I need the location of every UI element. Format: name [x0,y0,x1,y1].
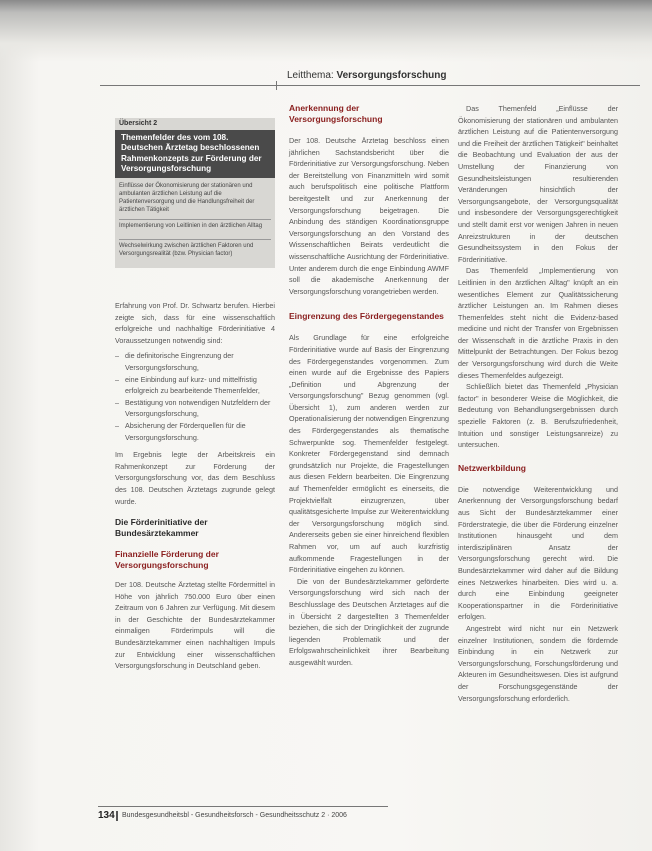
page-number: 134 [98,810,115,821]
subsection-heading: Netzwerkbildung [458,462,527,473]
footer-rule [98,806,388,807]
column-2 [289,103,449,669]
col3-para: Die notwendige Weiterentwicklung und Anerkennung der Versorgungsforschung bedarf aus Sicht der Bundesärztekammer einer Förderstrategie, die über die Förderung einzelner Institutionen hinausgeht und dem interdisziplinären Ansatz der Versorgungsforschung gerecht wird. Die Bundesärztekammer wird daher auf die Bildung eines Netzwerkes hinarbeiten. Dies wird u. a. durch eine Einbindung geeigneter Kooperationspartner in die Förderinitiative erfolgen. [458,484,618,622]
overview-box [115,118,275,268]
col1-para: Der 108. Deutsche Ärztetag stellte Fördermittel in Höhe von jährlich 750.000 Euro über einen Zeitraum von 6 Jahren zur Verfügung. Mit diesem in der Geschichte der Bundesärztekammer einmaligen Förderimpuls will die Bundesärztekammer einen nachhaltigen Impuls zur Entwicklung einer wissenschaftlichen Versorgungsforschung in Deutschland geben. [115,580,275,671]
page-footer [98,810,640,824]
box-divider [119,219,271,220]
scan-shadow [0,0,652,62]
header-topic: Versorgungsforschung [336,70,447,81]
col1-intro: Erfahrung von Prof. Dr. Schwartz berufen. Hierbei zeigte sich, dass für eine wissenschaftlich erfolgreiche und nachhaltige Förderinitiative 4 Voraussetzungen notwendig sind: [115,301,275,345]
bullet-item: – Absicherung der Förderquellen für die Versorgungsforschung. [115,420,275,443]
box-label: Übersicht 2 [119,120,158,127]
col2-para: Der 108. Deutsche Ärztetag beschloss einen jährlichen Sachstandsbericht über die Förderinitiative zur Versorgungsforschung. Neben der Bereitstellung von Finanzmitteln wird somit auch berufspolitisch eine politische Plattform bereitgestellt und zur Anerkennung der Versorgungsforschung beigetragen. Die Anbindung des ständigen Koordinationsgruppe Versorgungsforschung an den Vorstand des Wissenschaftlichen Beirats verdeutlicht die wissenschaftliche Ausrichtung der Förderinitiative. Unter anderem durch die enge Einbindung AWMF soll die akademische Anerkennung der Versorgungsforschung vorangetrieben werden. [289,136,449,296]
col1-bullet-list [115,350,275,443]
bullet-item: – Bestätigung von notwendigen Nutzfeldern der Versorgungsforschung, [115,397,275,420]
header-rule [100,85,640,86]
bullet-item: – eine Einbindung auf kurz- und mittelfristig erfolgreich zu bearbeitende Themenfelder, [115,374,275,397]
box-divider [119,239,271,240]
subsection-heading: Finanzielle Förderung der Versorgungsforschung [115,549,219,571]
bullet-item: – die definitorische Eingrenzung der Versorgungsforschung, [115,350,275,373]
box-item-3: Wechselwirkung zwischen ärztlichen Faktoren und Versorgungsrealität (bzw. Physician factor) [119,243,254,258]
box-item-1: Einflüsse der Ökonomisierung der stationären und ambulanten ärztlichen Leistung auf die Patientenversorgung und die Handlungsfreiheit der ärztlichen Tätigkeit [119,183,255,214]
col2-para: Als Grundlage für eine erfolgreiche Förderinitiative wurde auf Basis der Eingrenzung des Fördergegenstandes vorgenommen. Zum einen wurde auf die Ergebnisse des Papiers „Definition und Abgrenzung der Versorgungsforschung" Bezug genommen (vgl. Übersicht 1), zum anderen werden zur Operationalisierung der notwendigen Eingrenzung des Fördergegenstandes als thematische Schwerpunkte sog. Themenfelder festgelegt. Konkreter Fördergegenstand sind demnach grundsätzlich nur Projekte, die Fragestellungen aus diesen Feldern bearbeiten. Die Eingrenzung auf Themenfelder ermöglicht es einerseits, die Projektvielfalt einzugrenzen, über qualitätsgesicherte Impulse zur Weiterentwicklung der Versorgungsforschung möglich sind. Andererseits geben sie einer hinreichend flexiblen Rahmen vor, um auf auch kurzfristig aufkommende Fragestellungen in der Förderinitiative eingehen zu können. [289,333,449,575]
col3-para: Das Themenfeld „Implementierung von Leitlinien in den ärztlichen Alltag" knüpft an ein wesentliches Element zur Qualitätssicherung ärztlicher Leistungen an. Im Rahmen dieses Themenfeldes steht nicht die Evidenz-based medicine und nicht der Transfer von Ergebnissen der Wissenschaft in die ärztliche Praxis in den Mittelpunkt der Betrachtungen. Der Fokus bezog der Versorgungsforschung wird durch die Weite dieses Themenfeldes aufgezeigt. [458,266,618,380]
col2-para: Die von der Bundesärztekammer geförderte Versorgungsforschung wird sich nach der Beschlusslage des Deutschen Ärztetages auf die in Übersicht 2 dargestellten 3 Themenfelder beziehen, die sich der Dringlichkeit der zugrunde liegenden Problematik und der Erfolgswahrscheinlichkeit ihrer Bearbeitung ausgewählt wurden. [289,576,449,667]
subsection-heading: Eingrenzung des Fördergegenstandes [289,311,444,322]
footer-bar [116,811,118,821]
box-title: Themenfelder des vom 108. Deutschen Ärztetag beschlossenen Rahmenkonzepts zur Förderung der Versorgungsforschung [115,130,275,178]
col3-para: Schließlich bietet das Themenfeld „Physician factor" in besonderer Weise die Möglichkeit, die Bedeutung von Behandlungsergebnissen durch spezielle Faktoren (z. B. Berufszufriedenheit, Intuition und sonstiger Leistungsanreize) zu untersuchen. [458,382,618,450]
column-1 [115,300,275,672]
col3-para: Das Themenfeld „Einflüsse der Ökonomisierung der stationären und ambulanten ärztlichen Leistung auf die Patientenversorgung und die Freiheit der ärztlichen Tätigkeit" beinhaltet die Beobachtung und Evaluation der aus der Umstellung der Finanzierung von Gesundheitsleistungen resultierenden Veränderungen hinsichtlich der Versorgungsangebote, der Versorgungsqualität und insbesondere der Versorgungsgerechtigkeit und stellt damit erst vor wenigen Jahren in neuen Anreizstrukturen in der deutschen Gesundheitssystem in den Fokus der Förderinitiative. [458,104,618,264]
running-header [287,70,447,81]
col1-para: Im Ergebnis legte der Arbeitskreis ein Rahmenkonzept zur Förderung der Versorgungsforschung vor, das dem Beschluss des 108. Deutschen Ärztetags zugrunde gelegt wurde. [115,450,275,506]
subsection-heading: Anerkennung der Versorgungsforschung [289,103,383,124]
header-rule-tick [276,81,277,90]
section-heading: Die Förderinitiative der Bundesärztekammer [115,517,208,539]
column-3 [458,103,618,704]
header-label: Leitthema: [287,70,334,81]
col3-para: Angestrebt wird nicht nur ein Netzwerk einzelner Institutionen, sondern die fördernde Einbindung in ein Netzwerk zur Versorgungsforschung, Forschungsförderung und Akteuren im Gesundheitswesen. Dies ist aufgrund der Forschungsgegenstände der Versorgungsforschung erforderlich. [458,623,618,703]
journal-citation: Bundesgesundheitsbl - Gesundheitsforsch - Gesundheitsschutz 2 · 2006 [122,812,347,819]
box-item-2: Implementierung von Leitlinien in den ärztlichen Alltag [119,223,263,229]
